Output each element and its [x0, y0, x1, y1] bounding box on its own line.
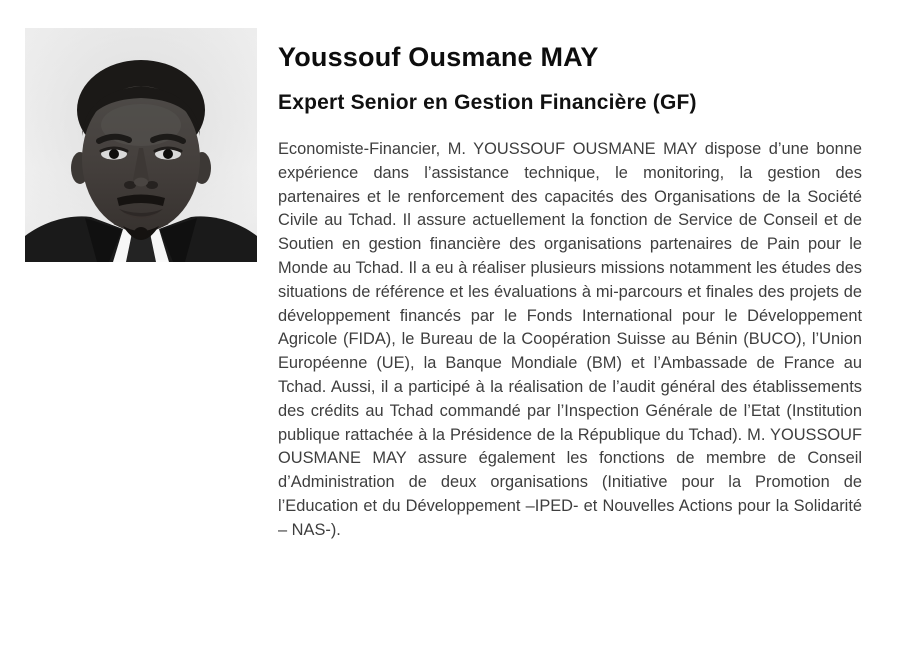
portrait-photo-graphic: [25, 28, 257, 262]
profile-photo: [25, 28, 257, 262]
profile-content: [278, 42, 862, 543]
profile-name: Youssouf Ousmane MAY: [278, 42, 599, 72]
profile-title: Expert Senior en Gestion Financière (GF): [278, 91, 697, 114]
profile-bio: Economiste-Financier, M. YOUSSOUF OUSMANE MAY dispose d’une bonne expérience dans l’assistance technique, le monitoring, la gestion des partenaires et le renforcement des capacités des Organisations de la Société Civile au Tchad. Il assure actuellement la fonction de Service de Conseil et de Soutien en gestion financière des organisations partenaires de Pain pour le Monde au Tchad. Il a eu à réaliser plusieurs missions notamment les études des situations de référence et les évaluations à mi-parcours et finales des projets de développement financés par le Fonds International pour le Développement Agricole (FIDA), le Bureau de la Coopération Suisse au Bénin (BUCO), l’Union Européenne (UE), la Banque Mondiale (BM) et l’Ambassade de France au Tchad. Aussi, il a participé à la réalisation de l’audit général des établissements des crédits au Tchad commandé par l’Inspection Générale de l’Etat (Institution publique rattachée à la Présidence de la République du Tchad). M. YOUSSOUF OUSMANE MAY assure également les fonctions de membre de Conseil d’Administration de deux organisations (Initiative pour la Promotion de l’Education et du Développement –IPED- et Nouvelles Actions pour la Solidarité – NAS-).: [278, 140, 862, 539]
